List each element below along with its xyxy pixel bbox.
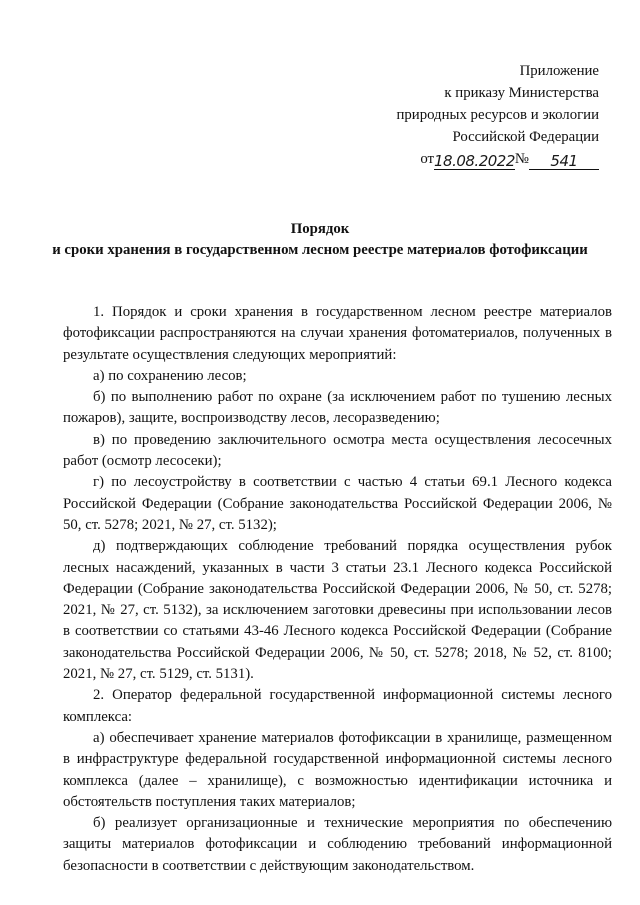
paragraph-1b: б) по выполнению работ по охране (за исключением работ по тушению лесных пожаров), защите, воспроизводству лесов, лесоразведению;	[63, 389, 612, 427]
paragraph-2b: б) реализует организационные и технические мероприятия по обеспечению защиты материалов фотофиксации и соблюдению требований информационной безопасности в соответствии с действующим законодательством.	[63, 815, 612, 874]
order-reference-line-2: природных ресурсов и экологии	[396, 107, 599, 123]
appendix-header	[396, 60, 599, 170]
paragraph-1a: а) по сохранению лесов;	[93, 367, 247, 384]
paragraph-1c: в) по проведению заключительного осмотра места осуществления лесосечных работ (осмотр лесосеки);	[63, 431, 612, 470]
paragraph-1d: г) по лесоустройству в соответствии с частью 4 статьи 69.1 Лесного кодекса Российской Федерации (Собрание законодательства Российской Федерации 2006, № 50, ст. 5278; 2021, № 27, ст. 5132);	[63, 474, 612, 533]
order-date-handwritten: 18.08.2022	[433, 152, 515, 170]
appendix-label: Приложение	[519, 63, 599, 79]
document-body	[63, 302, 612, 877]
paragraph-2: 2. Оператор федеральной государственной информационной системы лесного комплекса:	[63, 687, 612, 725]
order-number-handwritten: 541	[529, 153, 599, 170]
document-subtitle: и сроки хранения в государственном лесном реестре материалов фотофиксации	[52, 242, 588, 258]
order-date-number-line	[396, 148, 599, 170]
paragraph-1e: д) подтверждающих соблюдение требований порядка осуществления рубок лесных насаждений, указанных в части 3 статьи 23.1 Лесного кодекса Российской Федерации (Собрание законодательства Российской Федерации 2006, № 50, ст. 5278; 2021, № 27, ст. 5132), за исключением заготовки древесины при использовании лесов в соответствии со статьями 43-46 Лесного кодекса Российской Федерации (Собрание законодательства Российской Федерации 2006, № 50, ст. 5278; 2018, № 52, ст. 8100; 2021, № 27, ст. 5129, ст. 5131).	[63, 538, 612, 683]
document-title: Порядок	[290, 221, 350, 237]
order-reference-line-3: Российской Федерации	[452, 129, 599, 145]
number-prefix: №	[514, 151, 529, 167]
paragraph-1: 1. Порядок и сроки хранения в государственном лесном реестре материалов фотофиксации распространяются на случаи хранения фотоматериалов, полученных в результате осуществления следующих мероприятий:	[63, 304, 612, 363]
order-reference-line-1: к приказу Министерства	[444, 85, 599, 101]
paragraph-2a: а) обеспечивает хранение материалов фотофиксации в хранилище, размещенном в инфраструктуре федеральной государственной информационной системы лесного комплекса (далее – хранилище), с возможностью идентификации источника и обстоятельств поступления таких материалов;	[63, 729, 612, 810]
date-prefix: от	[420, 151, 434, 167]
